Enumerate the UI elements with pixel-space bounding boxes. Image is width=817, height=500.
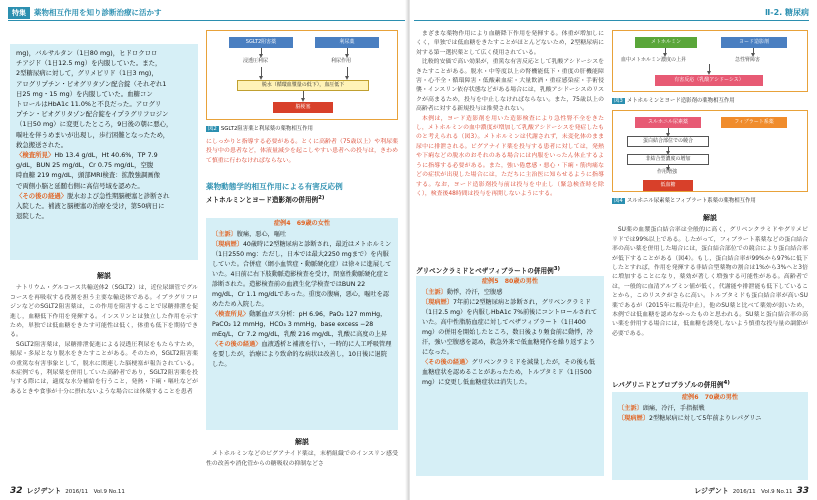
arrow xyxy=(303,91,304,99)
case-line: 日25 mg・15 mg）を内服していた。血糖コン xyxy=(16,89,153,98)
right-page xyxy=(410,0,817,500)
chief-label: 〔主訴〕 xyxy=(212,231,237,238)
history-label: 〔現病歴〕 xyxy=(212,241,243,248)
left-page xyxy=(0,0,407,500)
figure-4-caption xyxy=(612,196,756,204)
subsection-text: グリベンクラミドとベザフィブラートの併用例 xyxy=(416,267,554,276)
subsection-title xyxy=(416,265,604,277)
case-body xyxy=(416,288,604,388)
right-col-text xyxy=(416,30,604,256)
chief-text: 頭痛，冷汗，手指振戦 xyxy=(642,405,705,412)
case-after xyxy=(212,340,392,370)
paragraph: まざまな薬物作用により血糖降下作用を発揮する。体重が増加しにくく，単独では低血糖をきたすことがほとんどないため，2型糖尿病に対する第一選択薬として広く使用されている。 xyxy=(416,31,604,56)
label-potentiation: 作用増強 xyxy=(657,169,678,175)
after-text: 脱水および急性期脳梗塞と診断され xyxy=(67,191,170,200)
case-caption: 症例6 70歳の男性 xyxy=(681,394,739,401)
case-line: 嘔吐を伴うめまいが出現し，歩行困難となったため， xyxy=(16,130,170,139)
box-sglt2: SGLT2阻害薬 xyxy=(229,37,293,48)
case-line: チアジド（1日12.5 mg）を内服していた。また， xyxy=(16,59,162,68)
case-5-box xyxy=(416,276,604,476)
case-line: 2型糖尿病に対して，グリメピリド（1日3 mg)， xyxy=(16,69,158,78)
mid-top-text xyxy=(206,138,398,174)
subsection-text: レパグリニドとプロプラゾルの併用例 xyxy=(612,381,724,390)
paragraph: 比較的安価で高い効果が，重篤な有害反応として乳酸アシドーシスをきたすことがある。脱水・中等度以上の腎機能低下・重度の肝機能障害・心不全・循環障害・低酸素血症・大量飲酒・重症感染症・手術侵襲・インスリン依存状態などがある場合には，乳酸アシドーシスのリスクが高まるため，投与を中止しなければならない。また，75歳以上の高齢者に対する新規投与は推奨されない。 xyxy=(416,59,604,113)
chief-label: 〔主訴〕 xyxy=(422,289,447,296)
header-tag: 特集 xyxy=(8,7,30,19)
header-title: 薬物相互作用を知り診断治療に活かす xyxy=(34,8,162,17)
section-title: 薬物動態学的相互作用による有害反応例 xyxy=(206,182,343,191)
paragraph: にしっかりと指導する必要がある。とくに高齢者（75歳以上）や利尿薬投与中の患者など，体液量減少を起こしやすい患者への投与は，きわめて慎重に行わなければならない。 xyxy=(206,139,398,164)
right-section-3 xyxy=(612,376,808,394)
figure-2-caption xyxy=(206,124,313,132)
case-chief xyxy=(212,230,392,240)
exam-text: 動脈血ガス分析：pH 6.96，PaO₂ 127 mmHg，PaCO₂ 12 mmHg，HCO₃ 3 mmHg，base excess −28 mEq/L，Cr 7.2 mg/dL，乳酸 216 mg/dL，乳酸に高度の上昇 xyxy=(212,311,388,338)
section-heading: 解説 xyxy=(97,272,111,280)
after-text: グリベンクラミドを減量したが，その後も低血糖症状を認めることがあったため，トルブタミド（1日500 mg）に変更し低血糖症状は消失した。 xyxy=(422,359,596,386)
section-heading: 解説 xyxy=(295,438,309,446)
fig-tag: 図3 xyxy=(614,98,623,104)
figure-2-diagram xyxy=(206,30,398,120)
footer-right xyxy=(694,486,809,496)
section-heading: 解説 xyxy=(703,214,717,222)
figure-3-caption xyxy=(612,96,735,104)
history-text: 7年前に2型糖尿病と診断され，グリベンクラミド（1日2.5 mg）を内服しHbA1c 7%前後にコントロールされていた。高中性脂肪血症に対してベザフィブラート（1日400 mg）の併用を開始したところ，数日後より頻食前に動悸，冷汗，強い空腹感を認め，救急外来で低血糖発作を繰り返すようになった。 xyxy=(422,299,598,356)
case-line: で両側小脳と延髄右側に高信号域を認めた。 xyxy=(16,181,144,190)
case-line: 救急搬送された。 xyxy=(16,140,68,149)
fig-caption-text: SGLT2阻害薬と利尿薬の薬物相互作用 xyxy=(220,126,313,132)
case-after xyxy=(16,191,192,201)
header-rule xyxy=(414,20,809,21)
fig-caption-text: メトホルミンとヨード造影剤の薬物相互作用 xyxy=(626,98,735,104)
paragraph: SU薬の血漿蛋白結合率は全般的に高く，グリベンクラミドやグリメピリドでは99%以上である。したがって，フィブラート系薬などの蛋白結合率の高い薬を併用した場合には，蛋白結合部位での競合により蛋白結合率が低下することがある（図4）。もし，蛋白結合率が99%から97%に低下したとすれば，作用を発揮する非結合型薬物の割合は1%から3%へと3倍に増加することになり，薬効が著しく増強する可能性がある。高齢者では，一般的に血清アルブミン値が低く，代謝能や排泄能も低下していることから，このリスクがさらに高い。トルブタミドも蛋白結合率が高いSU薬であるが（2015年に販売中止），他のSU薬と比べて薬効が弱いため，本例では低血糖を認めなかったものと思われる。SU薬と蛋白結合率の高い薬を併用する場合には，低血糖を誘発しないよう慎重な投与量の調節が必要である。 xyxy=(612,227,808,337)
arrow xyxy=(261,48,262,55)
arrow xyxy=(347,48,348,55)
box-unbound-increase: 非結合型濃度の増加 xyxy=(627,154,709,165)
label-diuretic: 利尿作用 xyxy=(331,58,352,64)
ref-mark: 2) xyxy=(318,195,325,202)
case-6-box xyxy=(612,392,808,480)
case-4-box xyxy=(206,218,398,430)
label-metformin-level: 血中メトホルミン濃度の上昇 xyxy=(621,57,687,63)
case-body xyxy=(206,230,398,370)
issue-meta: 2016/11 Vol.9 No.11 xyxy=(732,489,793,495)
left-col-explanation xyxy=(10,268,198,490)
case-history xyxy=(618,414,802,424)
arrow xyxy=(668,128,669,134)
arrow xyxy=(261,67,262,77)
box-iodine: ヨード造影剤 xyxy=(721,37,787,48)
arrow xyxy=(753,48,754,54)
box-fibrate: フィブラート系薬 xyxy=(721,117,787,128)
box-binding-competition: 蛋白結合部位での競合 xyxy=(627,136,709,147)
case-chief xyxy=(422,288,598,298)
chief-label: 〔主訴〕 xyxy=(618,405,643,412)
after-label: 〈その後の経過〉 xyxy=(422,359,472,366)
exam-text: Hb 13.4 g/dL，Ht 40.6%，TP 7.9 xyxy=(54,151,158,160)
journal-name: レジデント xyxy=(694,487,729,495)
ref-mark: 4) xyxy=(723,380,730,386)
fig-tag: 図2 xyxy=(208,126,217,132)
header-rule xyxy=(8,20,405,21)
subsection-title xyxy=(612,379,808,391)
arrow xyxy=(347,67,348,77)
case-chief xyxy=(618,404,802,414)
history-text: 40歳時に2型糖尿病と診断され，最近はメトホルミン（1日2550 mg：ただし，日本では最大2250 mgまで）を内服していた。合併症（網小血管症・動脈硬化症）は徐々に進展していた。4日前に右下肢動脈造影検査を受け，閉塞性動脈硬化症と診断された。造影検査前の血液生化学検査ではBUN 22 mg/dL，Cr 1.1 mg/dLであった。重度の腹痛，悪心，嘔吐を認めたため入院した。 xyxy=(212,241,392,308)
after-label: 〈その後の経過〉 xyxy=(16,191,68,200)
chief-text: 動悸，冷汗，空腹感 xyxy=(446,289,503,296)
label-osmotic: 浸透圧利尿 xyxy=(243,58,269,64)
history-label: 〔現病歴〕 xyxy=(422,299,453,306)
case-history xyxy=(212,240,392,310)
issue-meta: 2016/11 Vol.9 No.11 xyxy=(65,489,125,495)
case-line: トロールはHbA1c 11.0%と不良だった。アログリ xyxy=(16,100,162,109)
after-text: 血液透析と補液を行い，一時的に人工呼吸管理を要したが，治療により致命的な病状は改善し，10日後に退院した。 xyxy=(212,341,392,368)
after-label: 〈その後の経過〉 xyxy=(212,341,262,348)
figure-4-diagram xyxy=(612,110,808,192)
journal-name: レジデント xyxy=(26,487,62,495)
case-exam xyxy=(16,150,192,160)
fig-tag: 図4 xyxy=(614,198,623,204)
case-caption: 症例4 69歳の女性 xyxy=(273,220,331,227)
case-line: g/dL，BUN 25 mg/dL，Cr 0.75 mg/dL，空腹 xyxy=(16,161,154,170)
subsection-title xyxy=(206,194,398,206)
box-dehydration: 脱水（循環血漿量の低下），血圧低下 xyxy=(237,80,369,91)
label-renal: 急性腎障害 xyxy=(735,57,761,63)
case-exam xyxy=(212,310,392,340)
page-number: 32 xyxy=(10,486,23,496)
paragraph: SGLT2阻害薬は，尿糖排泄促進による浸透圧利尿をもたらすため，頻尿・多尿となり脱水をきたすことがある。そのため，SGLT2阻害薬の重篤な有害事象として，脱水に関連した脳梗塞が報告されている。本症例でも，利尿薬を併用していた高齢者であり，SGLT2阻害薬を投与する際には，適度な水分補給を行うこと，発熱・下痢・嘔吐などがあるときや食事が十分に摂れないような場合には休薬することを患者 xyxy=(10,341,198,395)
box-sulfonylurea: スルホニル尿素薬 xyxy=(635,117,701,128)
paragraph: ナトリウム・グルコース共輸送体2（SGLT2）は，近位尿細管でグルコースを再吸収する役割を担う主要な輸送体である。イプラグリフロジンなどのSGLT2阻害薬は，この作用を阻害することで尿糖排泄を促進し，血糖低下作用を発揮する。インスリンとは独立した作用を示すため，単独では低血糖をきたす可能性は低く，体重も低下を期待できる。 xyxy=(10,285,198,339)
paragraph: 本例は，ヨード造影剤を用いた造影検査により急性腎不全をきたし，メトホルミンの血中濃度が増加して乳酸アシドーシスを発症したものと考えられる（図3）。メトホルミンは代謝されず，未変化体のまま尿中に排泄される。ビグアナイド薬を投与する患者に対しては，発熱や下痢などの脱水のおそれのある場合には内服をいったん休止するように指導する必要がある。また，強い倦怠感・悪心・下痢・筋肉痛などの症状が出現した場合には，ただちに主治医に知らせるように指導する。なお，ヨード造影剤投与前は投与を中止し（緊急検査時を除く），検査後48時間は投与を再開しないようにする。 xyxy=(416,115,604,197)
case-history xyxy=(422,298,598,358)
fig-caption-text: スルホニル尿素薬とフィブラート系薬の薬物相互作用 xyxy=(626,198,756,204)
case-line: プチン・ピオグリタゾン配合錠をイプラグリフロジン xyxy=(16,110,169,119)
paragraph: メトホルミンなどのビグアナイド薬は，末梢組織でのインスリン感受性の改善や消化管からの糖吸収の抑制などさ xyxy=(206,451,398,467)
figure-3-diagram xyxy=(612,30,808,92)
history-label: 〔現病歴〕 xyxy=(618,415,649,422)
case-body xyxy=(612,404,808,424)
subsection-text: メトホルミンとヨード造影剤の併用例 xyxy=(206,196,319,205)
chief-text: 腹痛，悪心，嘔吐 xyxy=(236,231,287,238)
mid-section xyxy=(206,180,398,209)
box-hypoglycemia: 低血糖 xyxy=(643,180,693,191)
header-left xyxy=(8,6,162,19)
ref-mark: 3) xyxy=(553,266,561,272)
box-stroke: 脳梗塞 xyxy=(273,102,333,113)
mid-bottom-text xyxy=(206,434,398,484)
case-line: 入院した。補液と脳梗塞の治療を受け，第50病日に xyxy=(16,202,165,211)
case-caption: 症例5 80歳の男性 xyxy=(481,278,539,285)
history-text: 2型糖尿病に対して5年前よりレパグリニ xyxy=(648,415,762,422)
case-line: 時血糖 219 mg/dL，頭部MRI検査：拡散強調画像 xyxy=(16,171,161,180)
page-number: 33 xyxy=(796,486,809,496)
arrow xyxy=(668,147,669,152)
arrow xyxy=(665,48,666,54)
header-section: Ⅱ-2. 糖尿病 xyxy=(765,8,809,17)
arrow xyxy=(709,64,710,72)
case-line: mg)，バルサルタン（1日80 mg)，ヒドロクロロ xyxy=(16,49,158,57)
case-line: アログリプチン・ピオグリタゾン配合錠（それぞれ1 xyxy=(16,79,167,88)
box-metformin: メトホルミン xyxy=(635,37,697,48)
right-col2-text xyxy=(612,210,808,370)
case-box-continued xyxy=(10,44,198,260)
box-diuretic: 利尿薬 xyxy=(315,37,379,48)
case-line: （1日50 mg）に変更したところ，9日後の朝に悪心， xyxy=(16,120,173,129)
box-lactic-acidosis: 有害反応（乳酸アシドーシス） xyxy=(655,75,763,86)
footer-left xyxy=(10,486,125,496)
exam-label: 〈検査所見〉 xyxy=(16,151,55,160)
exam-label: 〈検査所見〉 xyxy=(212,311,250,318)
case-line: 退院した。 xyxy=(16,212,48,221)
case-after xyxy=(422,358,598,388)
